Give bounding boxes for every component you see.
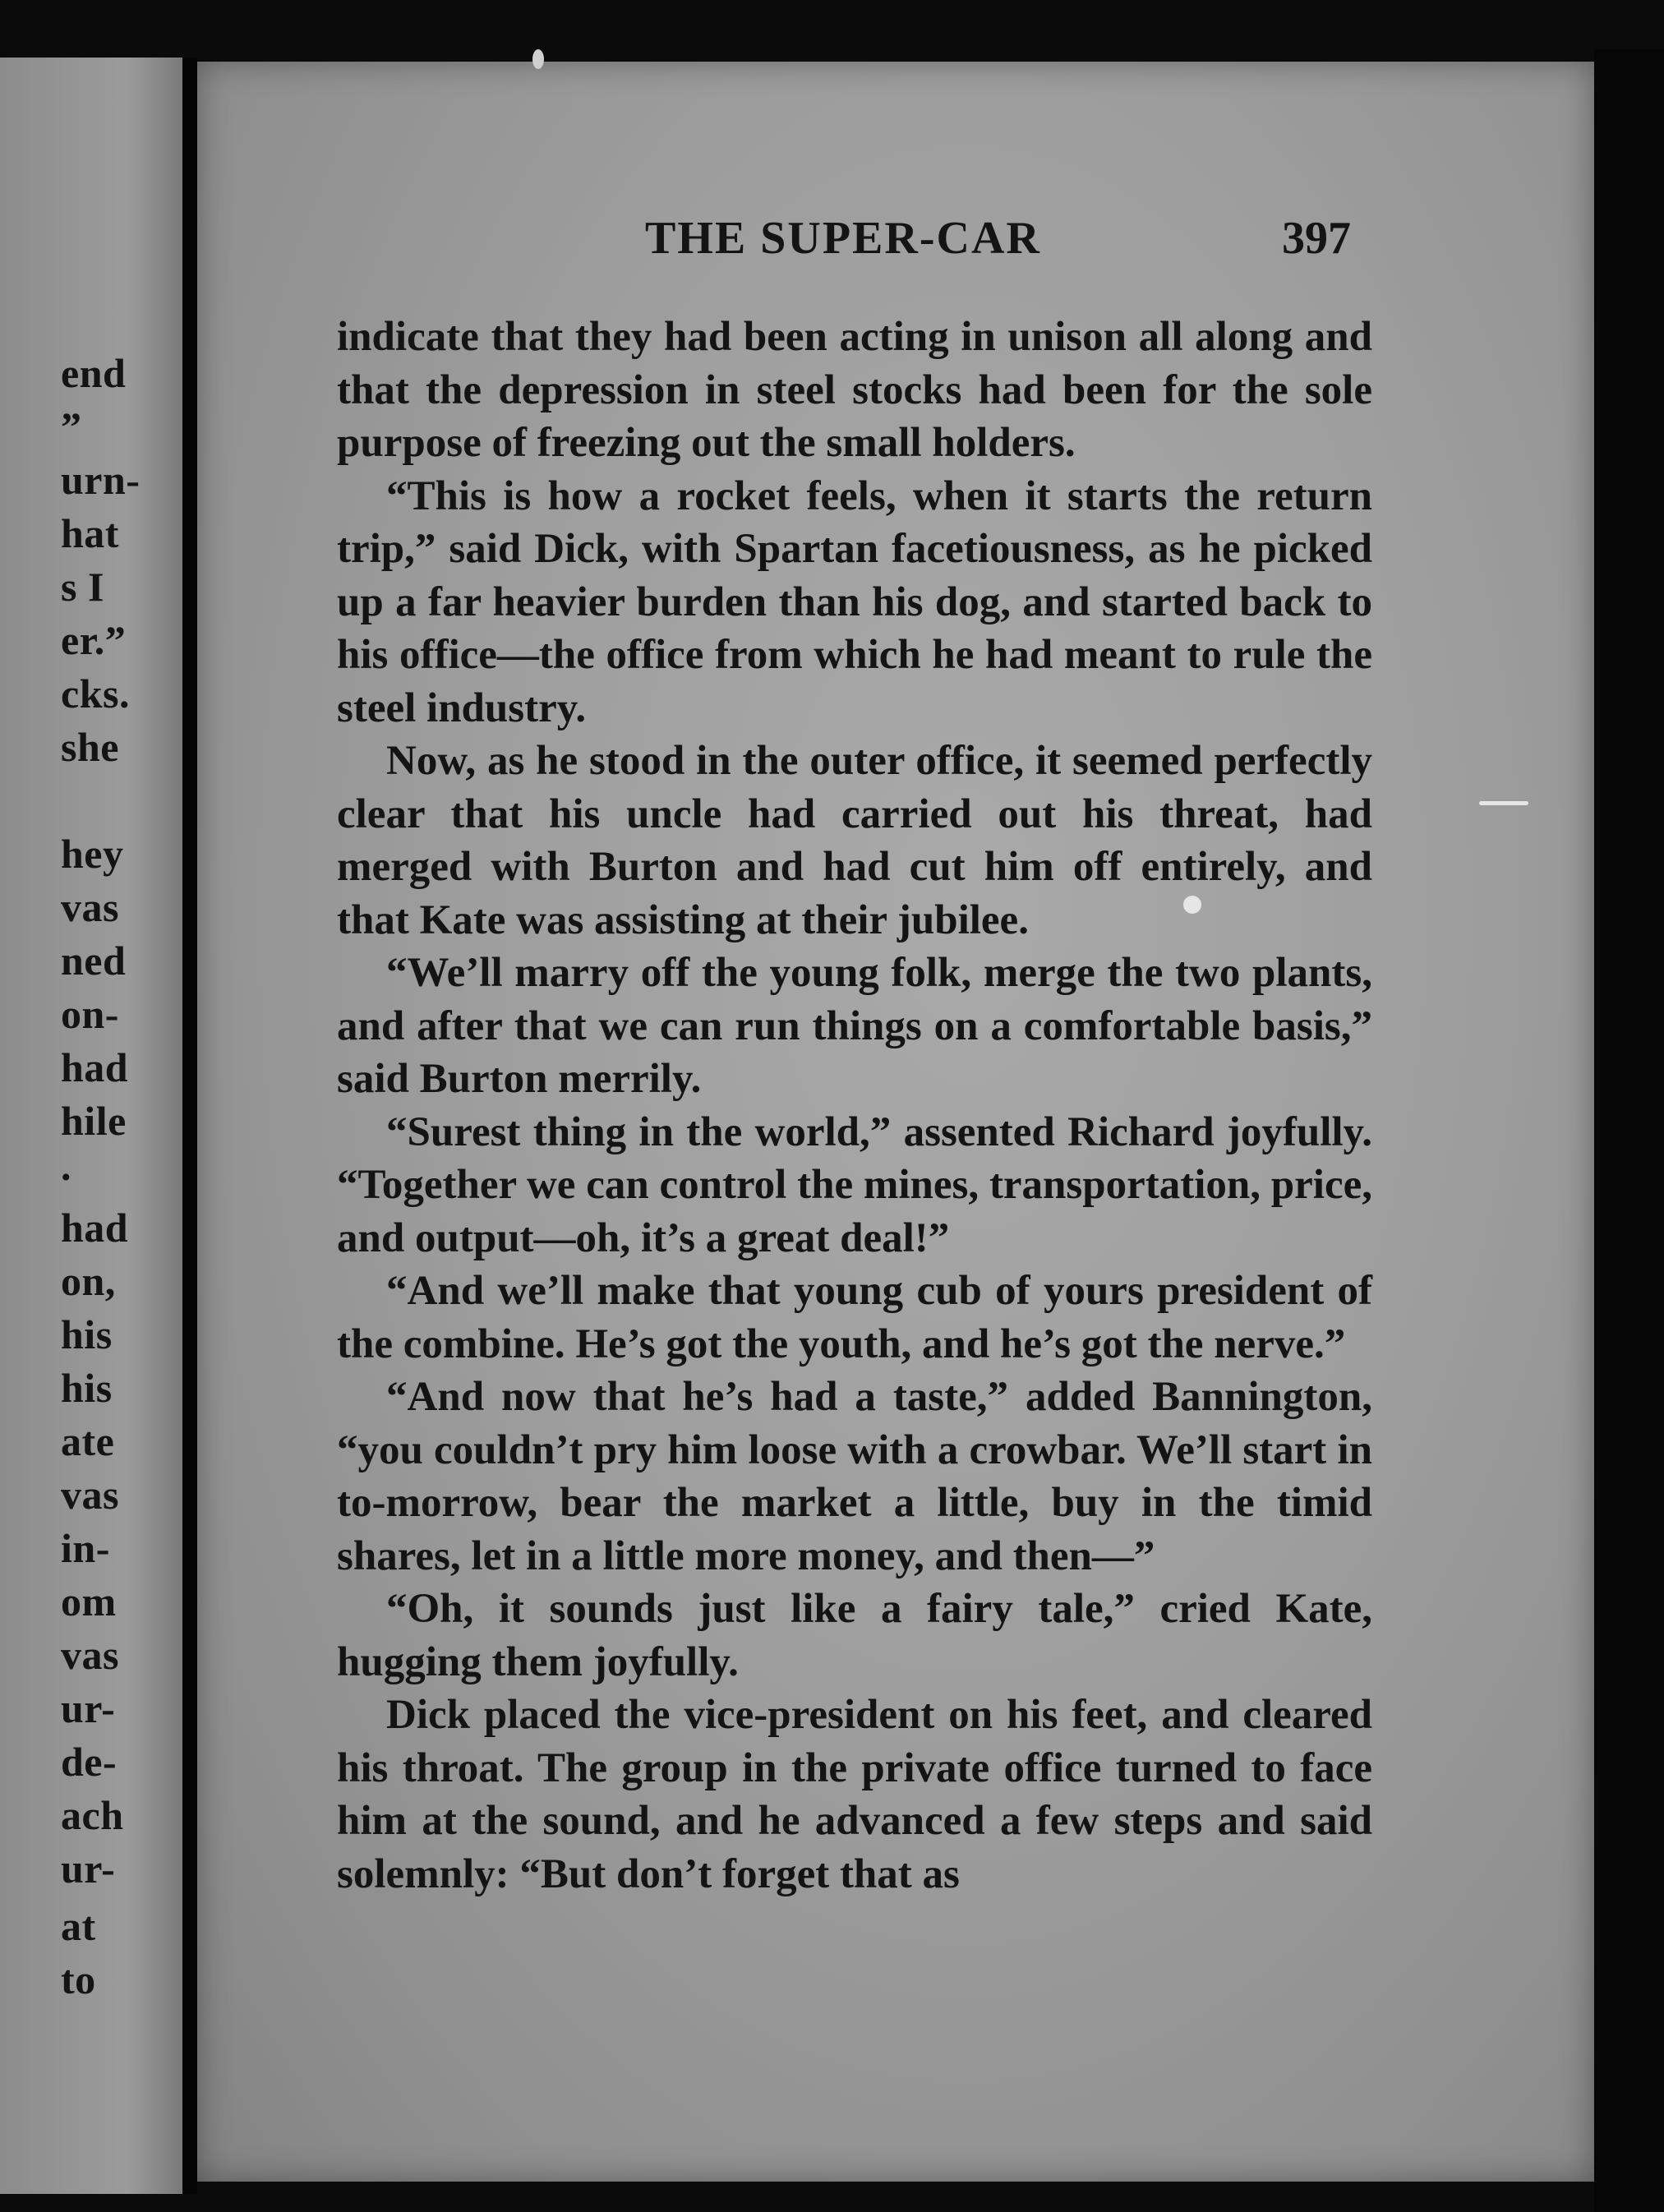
previous-page-fragment: ach bbox=[61, 1792, 124, 1838]
previous-page-fragment: . bbox=[61, 1143, 71, 1189]
previous-page-fragment: hey bbox=[61, 831, 124, 877]
previous-page-fragment: hile bbox=[61, 1098, 127, 1144]
previous-page-fragment: his bbox=[61, 1365, 113, 1411]
previous-page-fragment: on, bbox=[61, 1258, 116, 1304]
previous-page-fragment: de- bbox=[61, 1739, 118, 1785]
book-gutter bbox=[182, 58, 197, 2194]
previous-page-edge bbox=[0, 58, 182, 2194]
body-text bbox=[337, 311, 1372, 1901]
previous-page-fragment: vas bbox=[61, 884, 119, 930]
paragraph: Dick placed the vice-president on his feet, and cleared his throat. The group in the private office turned to face him at the sound, and he advanced a few steps and said solemnly: “But don’t forget that as bbox=[337, 1692, 1372, 1897]
previous-page-fragment: she bbox=[61, 724, 119, 770]
paragraph: indicate that they had been acting in unison all along and that the depression in steel stocks had been for the sole purpose of freezing out the small holders. bbox=[337, 314, 1372, 466]
previous-page-fragment: om bbox=[61, 1578, 117, 1624]
previous-page-fragment: er.” bbox=[61, 617, 127, 663]
previous-page-fragment: ate bbox=[61, 1418, 115, 1464]
paragraph: Now, as he stood in the outer office, it seemed perfectly clear that his uncle had carried out his threat, had merged with Burton and had cut him off entirely, and that Kate was assisting at their jubilee. bbox=[337, 738, 1372, 943]
previous-page-fragment: to bbox=[61, 1956, 96, 2002]
previous-page-fragment: ur- bbox=[61, 1846, 116, 1892]
paragraph: “Surest thing in the world,” assented Richard joyfully. “Together we can control the mines, transportation, price, and output—oh, it’s a great deal!” bbox=[337, 1108, 1372, 1261]
previous-page-fragment: in- bbox=[61, 1525, 110, 1571]
running-head: THE SUPER-CAR bbox=[645, 213, 1041, 264]
previous-page-fragment: his bbox=[61, 1311, 113, 1357]
paragraph: “This is how a rocket feels, when it starts the return trip,” said Dick, with Spartan facetiousness, as he picked up a far heavier burden than his dog, and started back to his office—the office from which he had meant to rule the steel industry. bbox=[337, 472, 1372, 731]
previous-page-fragment: cks. bbox=[61, 671, 130, 717]
previous-page-fragment: ” bbox=[61, 403, 82, 449]
previous-page-fragment: ur- bbox=[61, 1685, 116, 1731]
previous-page-fragment: at bbox=[61, 1903, 96, 1949]
previous-page-fragment: had bbox=[61, 1044, 129, 1090]
previous-page-fragment: on- bbox=[61, 991, 119, 1037]
previous-page-fragment: vas bbox=[61, 1632, 119, 1678]
page-number: 397 bbox=[1282, 213, 1351, 264]
paragraph: “We’ll marry off the young folk, merge the two plants, and after that we can run things on a comfortable basis,” said Burton merrily. bbox=[337, 950, 1372, 1102]
previous-page-fragment: hat bbox=[61, 510, 119, 556]
paragraph: “Oh, it sounds just like a fairy tale,” cried Kate, hugging them joyfully. bbox=[337, 1586, 1372, 1685]
paragraph: “And we’ll make that young cub of yours president of the combine. He’s got the youth, and he’s got the nerve.” bbox=[337, 1268, 1372, 1367]
previous-page-fragment: vas bbox=[61, 1472, 119, 1518]
scan-border-right bbox=[1594, 49, 1664, 2212]
previous-page-fragment: ned bbox=[61, 938, 127, 984]
previous-page-fragment: s I bbox=[61, 564, 104, 610]
previous-page-fragment: urn- bbox=[61, 457, 141, 503]
previous-page-fragment: had bbox=[61, 1205, 129, 1251]
paragraph: “And now that he’s had a taste,” added Bannington, “you couldn’t pry him loose with a crowbar. We’ll start in to-morrow, bear the market a little, buy in the timid shares, let in a little more money, and then—” bbox=[337, 1374, 1372, 1579]
previous-page-fragment: end bbox=[61, 350, 127, 396]
